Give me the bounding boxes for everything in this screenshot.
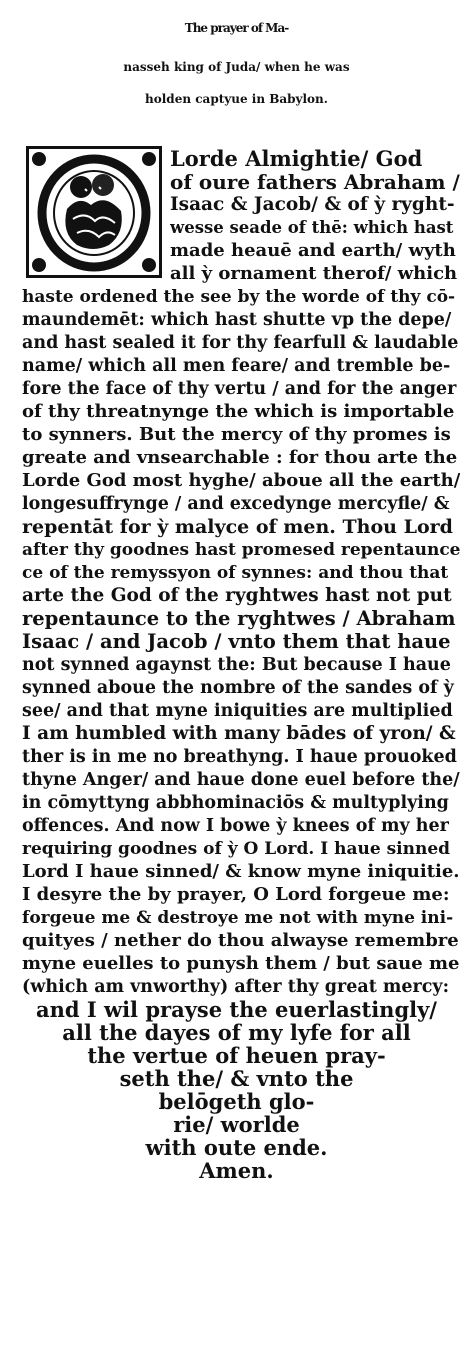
text-line: longesuffrynge / and excedynge mercyfle/ & [22, 494, 450, 514]
text-line: synned aboue the nombre of the sandes of ỳ [22, 678, 454, 698]
text-line: myne euelles to punysh them / but saue me [22, 953, 460, 974]
page-subtitle-line-2: holden captyue in Babylon. [145, 92, 328, 106]
text-line: all the dayes of my lyfe for all [62, 1020, 411, 1045]
text-line: requiring goodnes of ỳ O Lord. I haue sinned [22, 839, 451, 859]
woodcut-illustration-icon [29, 149, 159, 275]
text-line: maundemēt: which hast shutte vp the depe/ [22, 310, 452, 330]
text-line: and I wil prayse the euerlastingly/ [36, 997, 437, 1022]
text-line: the vertue of heuen pray- [87, 1043, 386, 1068]
text-line: see/ and that myne iniquities are multiplied [22, 701, 453, 721]
text-line: haste ordened the see by the worde of thy cō- [22, 287, 456, 307]
text-line: Isaac & Jacob/ & of ỳ ryght- [170, 194, 455, 215]
text-line: Lord I haue sinned/ & know myne iniquitie. [22, 861, 460, 882]
page-title: The prayer of Ma- [184, 21, 289, 35]
text-line: of thy threatnynge the which is importable [22, 401, 455, 422]
text-line: greate and vnsearchable : for thou arte the [22, 447, 458, 468]
decorated-initial-woodcut [26, 146, 162, 278]
text-line: after thy goodnes hast promesed repentaunce [22, 540, 460, 560]
text-line: Lorde Almightie/ God [170, 146, 423, 171]
text-line: I am humbled with many bādes of yron/ & [22, 723, 456, 744]
text-line: seth the/ & vnto the [119, 1066, 354, 1091]
text-line: Isaac / and Jacob / vnto them that haue [22, 630, 451, 653]
text-line: ce of the remyssyon of synnes: and thou that [22, 563, 449, 583]
page-subtitle-line-1: nasseh king of Juda/ when he was [123, 60, 350, 74]
text-line: repentaunce to the ryghtwes / Abraham [22, 607, 456, 630]
text-line: not synned agaynst the: But because I haue [22, 655, 451, 675]
text-line: I desyre the by prayer, O Lord forgeue me: [22, 884, 450, 905]
text-line: arte the God of the ryghtwes hast not put [22, 585, 452, 606]
text-line: with oute ende. [145, 1135, 328, 1160]
text-line: all ỳ ornament therof/ which [170, 263, 458, 284]
text-line: (which am vnworthy) after thy great mercy: [22, 977, 450, 997]
text-line: Lorde God most hyghe/ aboue all the earth/ [22, 470, 460, 491]
text-line: quityes / nether do thou alwayse remembre [22, 930, 459, 951]
text-line: forgeue me & destroye me not with myne ini- [22, 908, 454, 928]
text-line: belōgeth glo- [158, 1089, 315, 1114]
text-line: rie/ worlde [173, 1112, 300, 1137]
text-line: of oure fathers Abraham / [170, 170, 460, 194]
text-line: offences. And now I bowe ỳ knees of my her [22, 816, 449, 836]
text-line: thyne Anger/ and haue done euel before the/ [22, 770, 460, 790]
text-line: in cōmyttyng abbhominaciōs & multyplying [22, 793, 449, 813]
text-line: wesse seade of thē: which hast [170, 218, 454, 237]
text-line: ther is in me no breathyng. I haue prouoked [22, 747, 457, 767]
text-line: and hast sealed it for thy fearfull & laudable [22, 333, 459, 353]
text-line: made heauē and earth/ wyth [170, 240, 456, 261]
text-line: fore the face of thy vertu / and for the anger [22, 379, 457, 399]
text-line: to synners. But the mercy of thy promes is [22, 424, 451, 445]
text-line: Amen. [199, 1158, 274, 1183]
text-line: name/ which all men feare/ and tremble be- [22, 356, 451, 376]
text-line: repentāt for ỳ malyce of men. Thou Lord [22, 516, 453, 538]
